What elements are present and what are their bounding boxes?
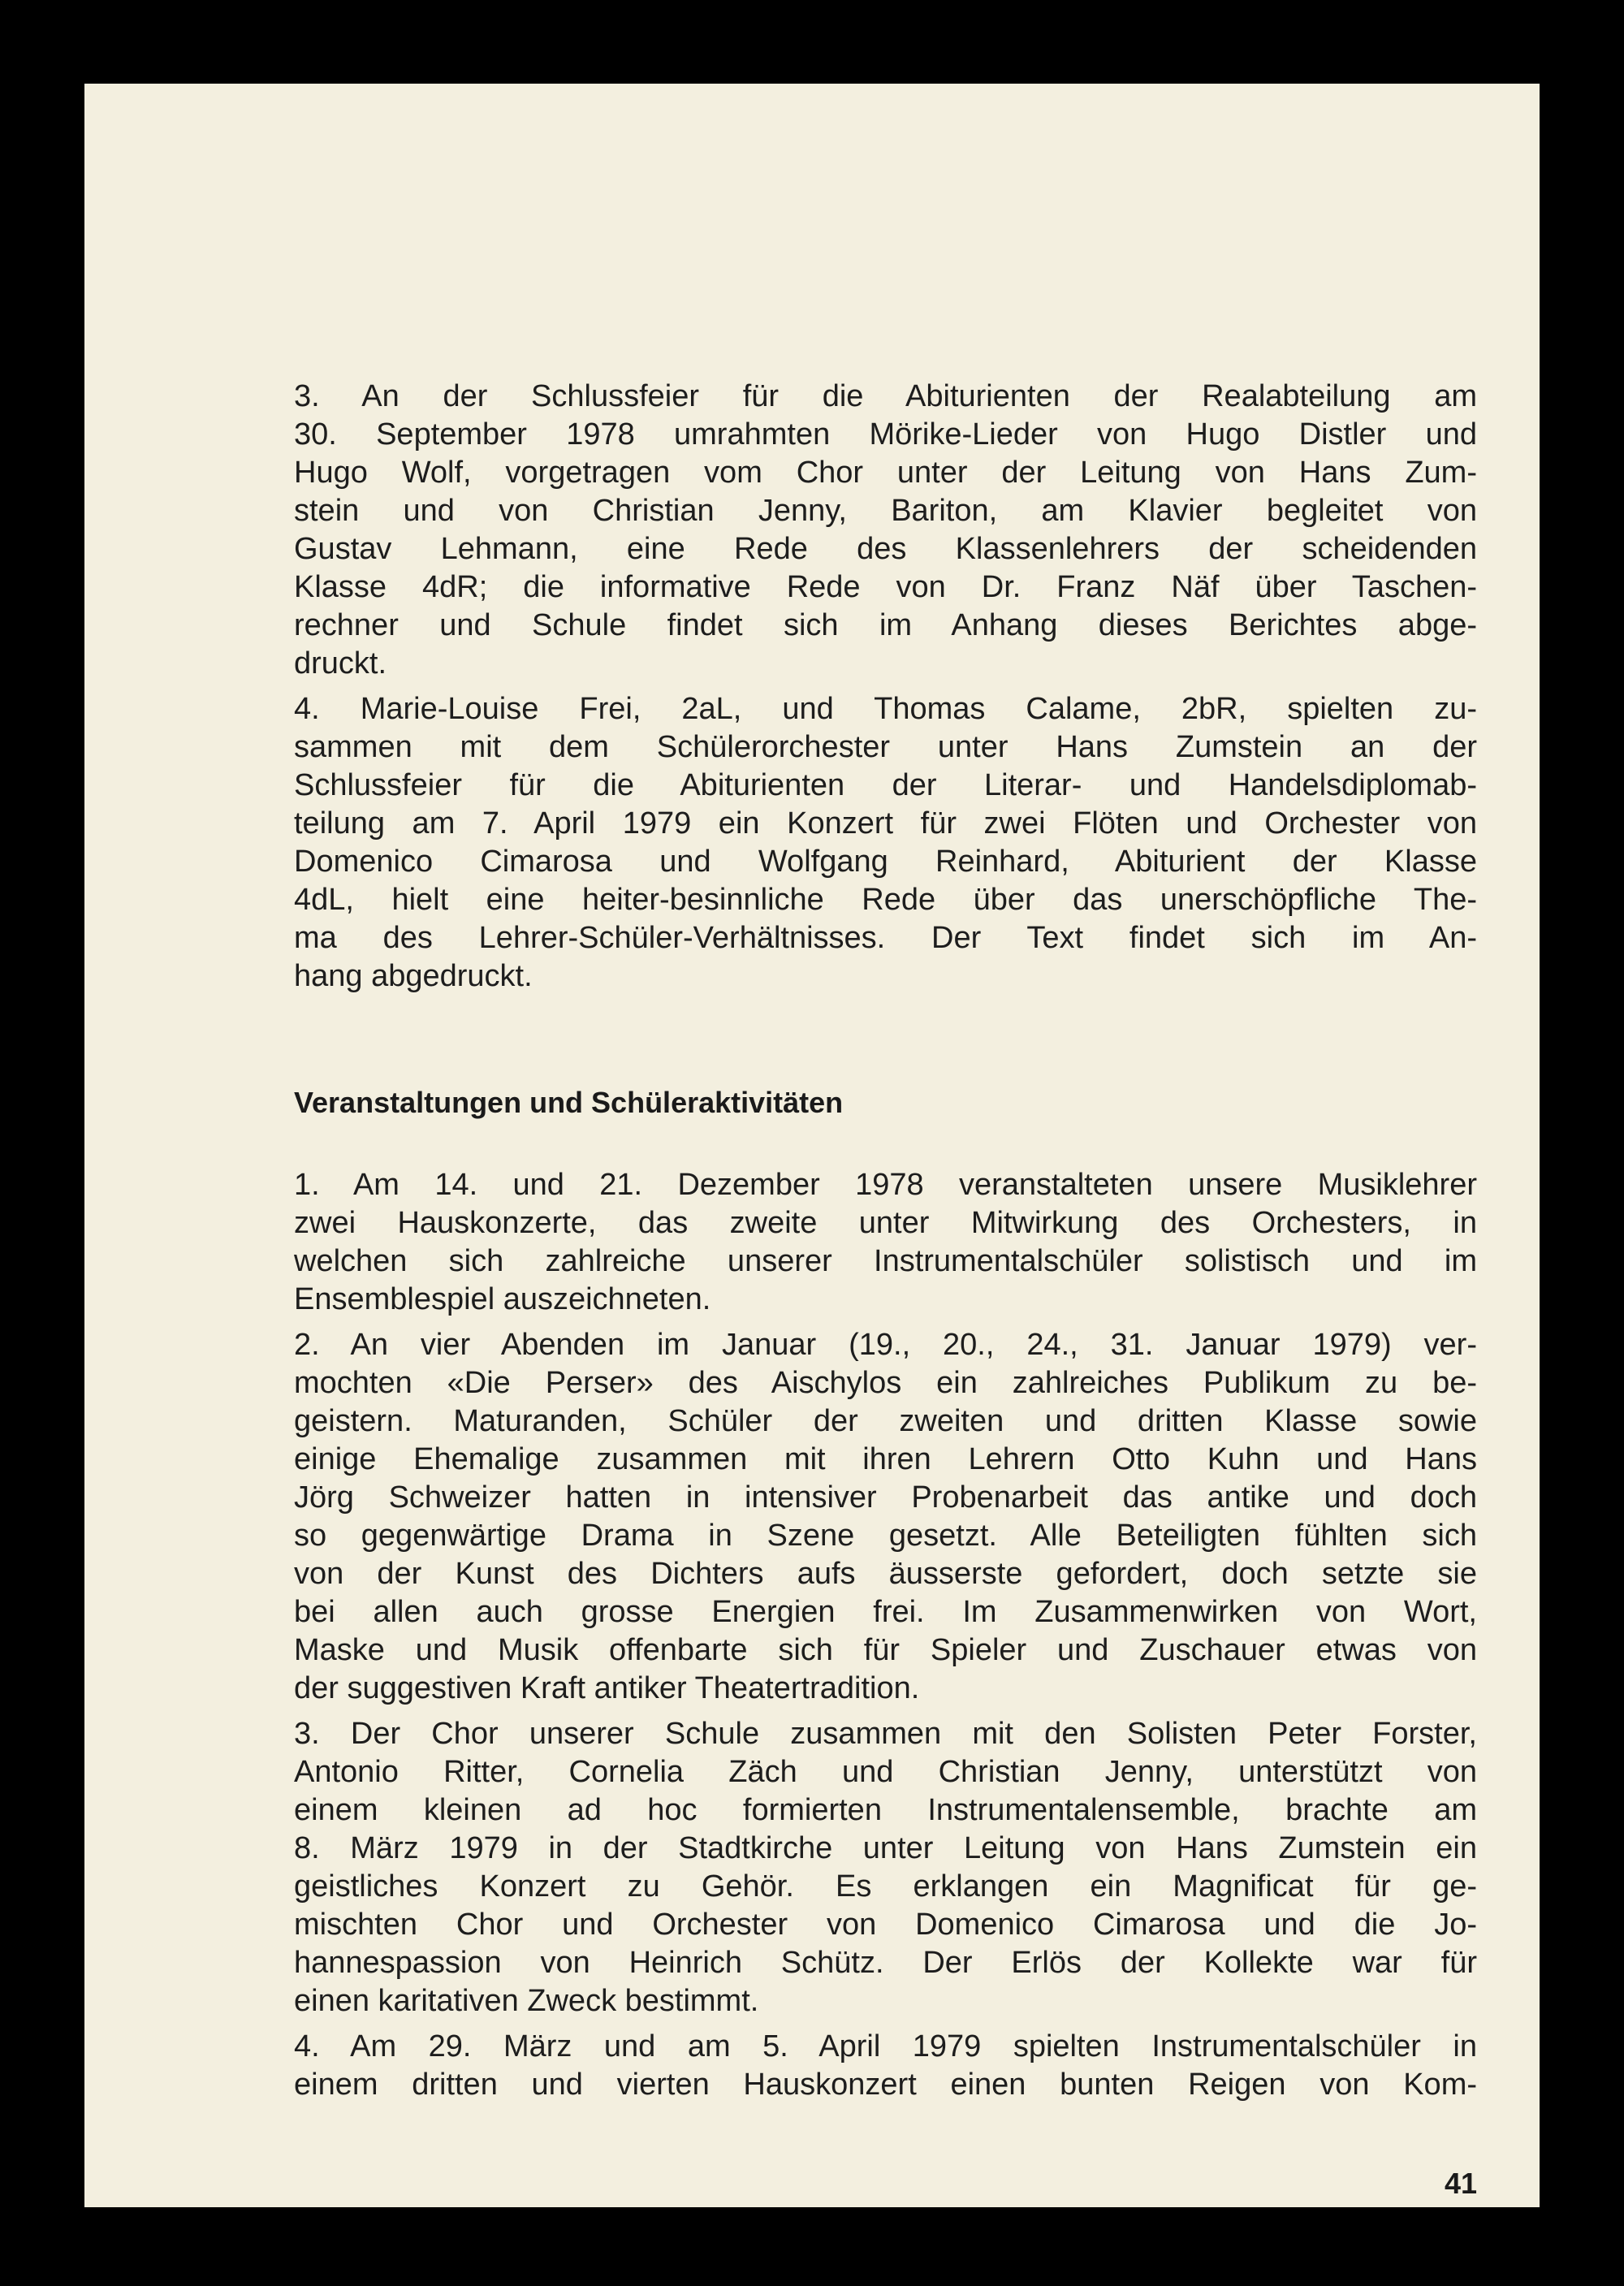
text-line: 1. Am 14. und 21. Dezember 1978 veranstalteten unsere Musiklehrer (294, 1168, 1477, 1202)
text-line: Antonio Ritter, Cornelia Zäch und Christian Jenny, unterstützt von (294, 1755, 1477, 1789)
text-line: teilung am 7. April 1979 ein Konzert für zwei Flöten und Orchester von (294, 806, 1477, 841)
text-line: von der Kunst des Dichters aufs äusserste gefordert, doch setzte sie (294, 1557, 1477, 1591)
text-line: 4. Marie-Louise Frei, 2aL, und Thomas Calame, 2bR, spielten zu- (294, 692, 1477, 726)
text-line: sammen mit dem Schülerorchester unter Hans Zumstein an der (294, 730, 1477, 764)
text-line: druckt. (294, 646, 387, 681)
paragraph-gap (294, 683, 1477, 690)
text-line: 4. Am 29. März und am 5. April 1979 spielten Instrumentalschüler in (294, 2029, 1477, 2063)
text-line: Hugo Wolf, vorgetragen vom Chor unter der Leitung von Hans Zum- (294, 456, 1477, 490)
text-line: geistern. Maturanden, Schüler der zweiten und dritten Klasse sowie (294, 1404, 1477, 1438)
paragraph-gap (294, 1708, 1477, 1715)
text-line: Ensemblespiel auszeichneten. (294, 1282, 711, 1316)
text-line: einem kleinen ad hoc formierten Instrumentalensemble, brachte am (294, 1793, 1477, 1827)
text-line: Schlussfeier für die Abiturienten der Literar- und Handelsdiplomab- (294, 768, 1477, 802)
text-line: 30. September 1978 umrahmten Mörike-Lieder von Hugo Distler und (294, 417, 1477, 452)
text-line: 4dL, hielt eine heiter-besinnliche Rede über das unerschöpfliche The- (294, 883, 1477, 917)
paragraph (294, 2028, 1477, 2104)
text-line: 3. An der Schlussfeier für die Abiturienten der Realabteilung am (294, 379, 1477, 413)
text-line: Maske und Musik offenbarte sich für Spieler und Zuschauer etwas von (294, 1633, 1477, 1667)
section-heading: Veranstaltungen und Schüleraktivitäten (294, 1086, 844, 1119)
text-line: einem dritten und vierten Hauskonzert einen bunten Reigen von Kom- (294, 2068, 1477, 2102)
text-line: Gustav Lehmann, eine Rede des Klassenlehrers der scheidenden (294, 532, 1477, 566)
text-line: 3. Der Chor unserer Schule zusammen mit den Solisten Peter Forster, (294, 1717, 1477, 1751)
text-line: geistliches Konzert zu Gehör. Es erklangen ein Magnificat für ge- (294, 1869, 1477, 1904)
text-line: so gegenwärtige Drama in Szene gesetzt. Alle Beteiligten fühlten sich (294, 1519, 1477, 1553)
text-line: mischten Chor und Orchester von Domenico Cimarosa und die Jo- (294, 1908, 1477, 1942)
text-block-events (294, 1166, 1477, 2104)
text-line: einige Ehemalige zusammen mit ihren Lehrern Otto Kuhn und Hans (294, 1442, 1477, 1476)
paragraph-gap (294, 2020, 1477, 2028)
page-number: 41 (1444, 2167, 1477, 2200)
text-line: stein und von Christian Jenny, Bariton, am Klavier begleitet von (294, 494, 1477, 528)
paragraph-gap (294, 1319, 1477, 1326)
paragraph (294, 1715, 1477, 2020)
paragraph (294, 378, 1477, 683)
text-line: Klasse 4dR; die informative Rede von Dr. Franz Näf über Taschen- (294, 570, 1477, 604)
scanned-page (84, 84, 1540, 2207)
text-line: hannespassion von Heinrich Schütz. Der Erlös der Kollekte war für (294, 1946, 1477, 1980)
text-line: zwei Hauskonzerte, das zweite unter Mitwirkung des Orchesters, in (294, 1206, 1477, 1240)
text-line: rechner und Schule findet sich im Anhang dieses Berichtes abge- (294, 608, 1477, 642)
text-block-intro (294, 378, 1477, 996)
paragraph (294, 690, 1477, 996)
text-line: bei allen auch grosse Energien frei. Im Zusammenwirken von Wort, (294, 1595, 1477, 1629)
text-line: mochten «Die Perser» des Aischylos ein zahlreiches Publikum zu be- (294, 1366, 1477, 1400)
text-line: 2. An vier Abenden im Januar (19., 20., 24., 31. Januar 1979) ver- (294, 1328, 1477, 1362)
text-line: hang abgedruckt. (294, 959, 533, 993)
text-line: welchen sich zahlreiche unserer Instrumentalschüler solistisch und im (294, 1244, 1477, 1278)
text-line: der suggestiven Kraft antiker Theatertradition. (294, 1671, 920, 1705)
text-line: Domenico Cimarosa und Wolfgang Reinhard, Abiturient der Klasse (294, 845, 1477, 879)
paragraph (294, 1166, 1477, 1319)
text-line: Jörg Schweizer hatten in intensiver Probenarbeit das antike und doch (294, 1480, 1477, 1515)
text-line: einen karitativen Zweck bestimmt. (294, 1984, 759, 2018)
paragraph (294, 1326, 1477, 1708)
text-line: ma des Lehrer-Schüler-Verhältnisses. Der Text findet sich im An- (294, 921, 1477, 955)
text-line: 8. März 1979 in der Stadtkirche unter Leitung von Hans Zumstein ein (294, 1831, 1477, 1865)
